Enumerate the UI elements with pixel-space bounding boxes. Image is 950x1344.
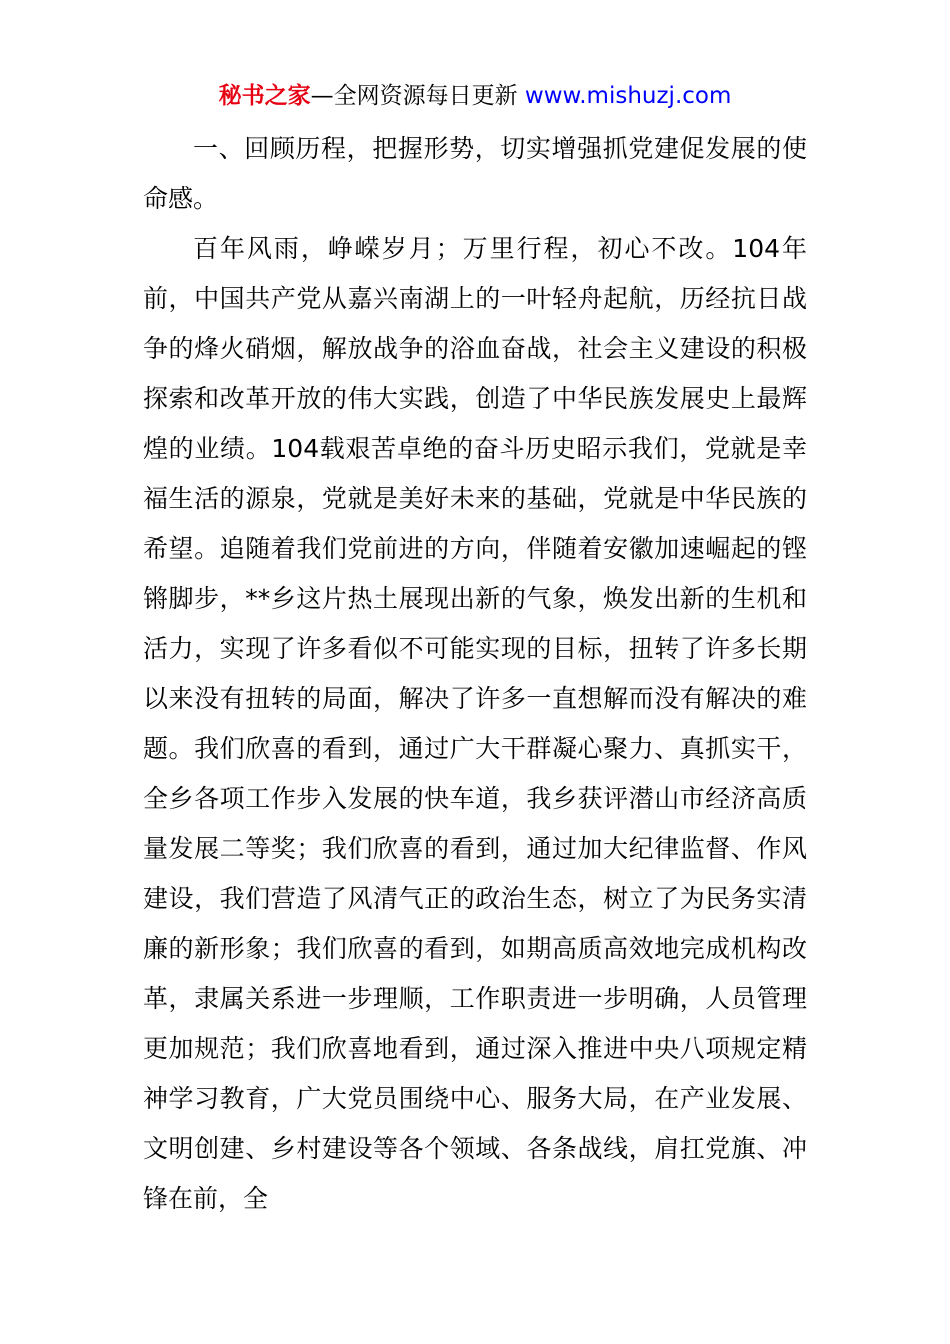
brand-name: 秘书之家 (218, 83, 311, 109)
site-url-link[interactable]: www.mishuzj.com (524, 83, 732, 109)
header-tagline: —全网资源每日更新 (310, 83, 525, 109)
section-heading: 一、回顾历程，把握形势，切实增强抓党建促发展的使命感。 (143, 134, 807, 213)
document-body (143, 124, 807, 1224)
body-paragraph: 百年风雨，峥嵘岁月；万里行程，初心不改。104年前，中国共产党从嘉兴南湖上的一叶轻舟起航，历经抗日战争的烽火硝烟，解放战争的浴血奋战，社会主义建设的积极探索和改革开放的伟大实践，创造了中华民族发展史上最辉煌的业绩。104载艰苦卓绝的奋斗历史昭示我们，党就是幸福生活的源泉，党就是美好未来的基础，党就是中华民族的希望。追随着我们党前进的方向，伴随着安徽加速崛起的铿锵脚步，**乡这片热土展现出新的气象，焕发出新的生机和活力，实现了许多看似不可能实现的目标，扭转了许多长期以来没有扭转的局面，解决了许多一直想解而没有解决的难题。我们欣喜的看到，通过广大干群凝心聚力、真抓实干，全乡各项工作步入发展的快车道，我乡获评潜山市经济高质量发展二等奖；我们欣喜的看到，通过加大纪律监督、作风建设，我们营造了风清气正的政治生态，树立了为民务实清廉的新形象；我们欣喜的看到，如期高质高效地完成机构改革，隶属关系进一步理顺，工作职责进一步明确，人员管理更加规范；我们欣喜地看到，通过深入推进中央八项规定精神学习教育，广大党员围绕中心、服务大局，在产业发展、文明创建、乡村建设等各个领域、各条战线，肩扛党旗、冲锋在前，全 (143, 234, 807, 1213)
site-header (0, 80, 950, 112)
